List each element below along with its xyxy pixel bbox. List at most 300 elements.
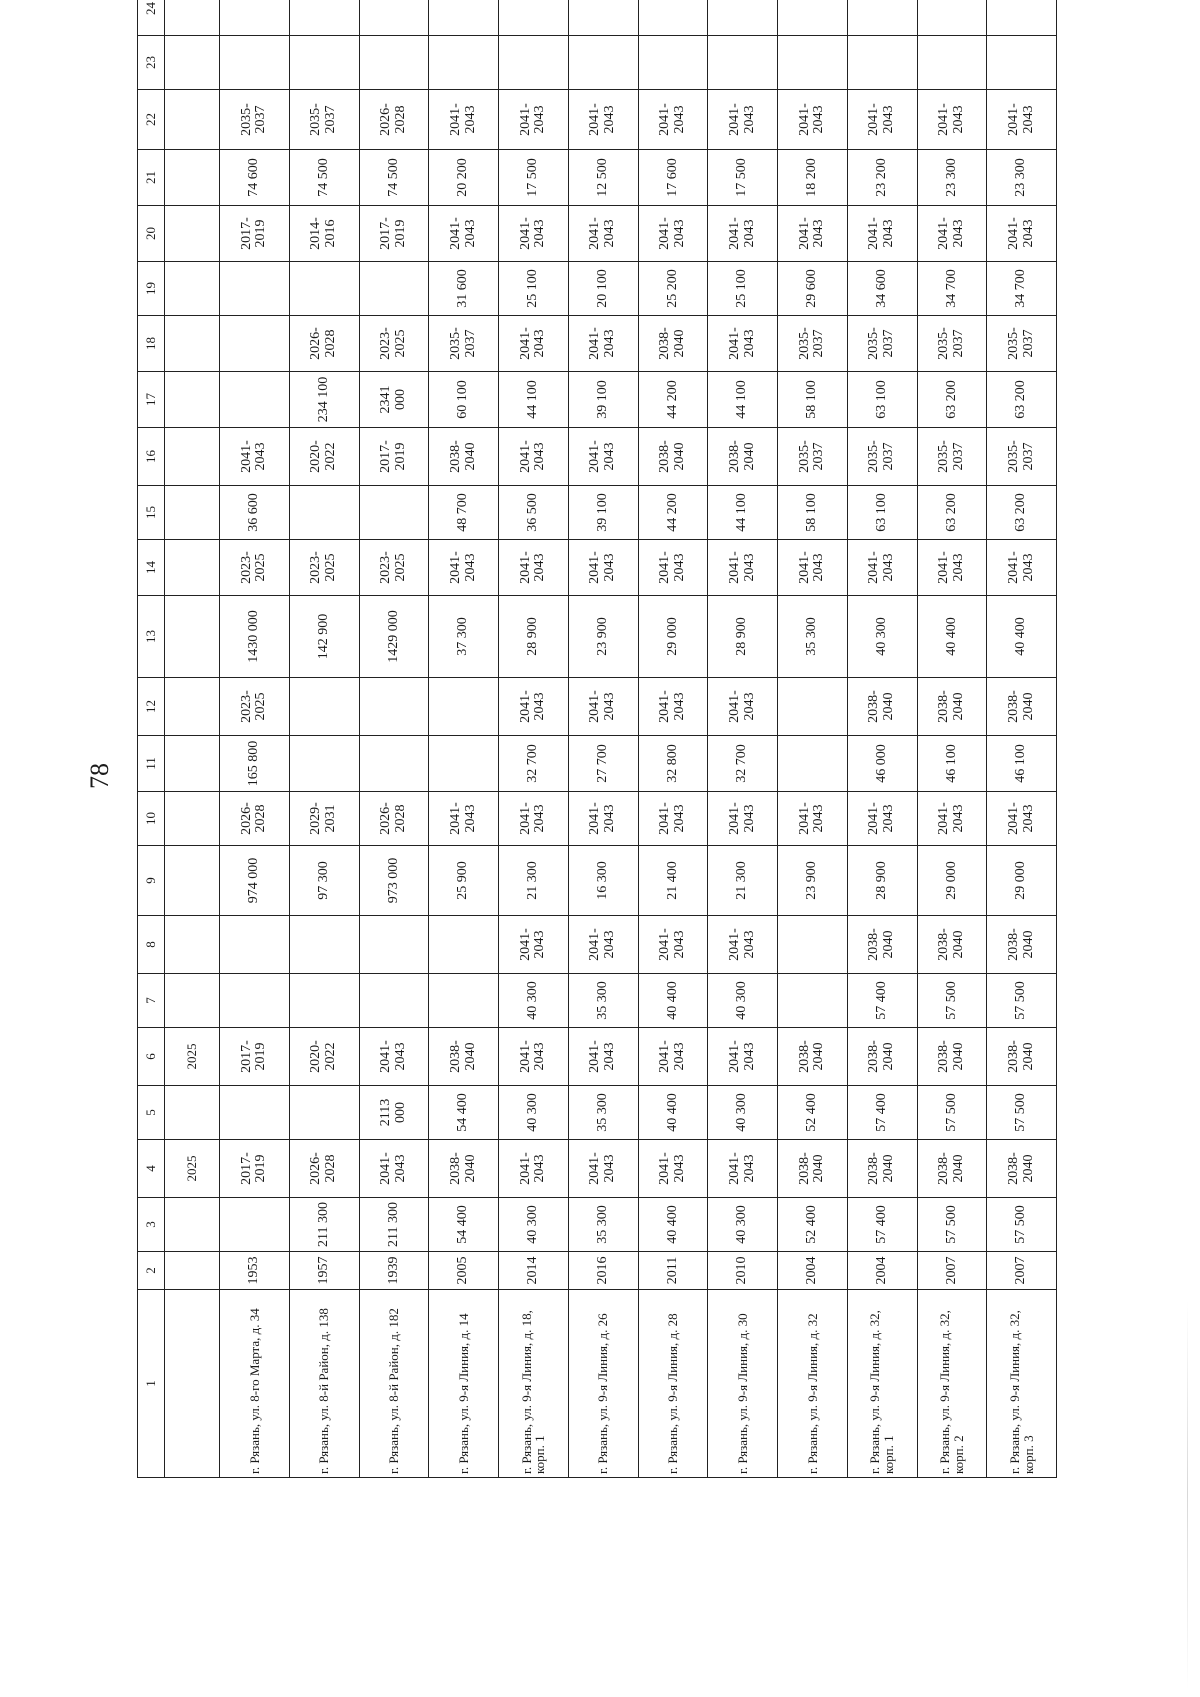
table-cell <box>289 1086 359 1140</box>
table-cell <box>359 916 429 974</box>
table-cell: 2038-2040 <box>429 1028 499 1086</box>
table-cell <box>289 486 359 540</box>
table-cell: 54 400 <box>429 1198 499 1252</box>
table-cell <box>987 0 1057 36</box>
table-cell <box>289 678 359 736</box>
repair-schedule-table <box>137 0 1057 1478</box>
address-cell: г. Рязань, ул. 9-я Линия, д. 30 <box>708 1290 778 1478</box>
table-cell: 2026-2028 <box>289 316 359 372</box>
column-number-cell: 12 <box>138 678 165 736</box>
subheader-cell <box>165 1252 220 1290</box>
table-cell: 2035-2037 <box>917 428 987 486</box>
table-cell: 23 900 <box>568 596 638 678</box>
column-number-cell: 13 <box>138 596 165 678</box>
table-cell <box>917 36 987 90</box>
table-cell <box>499 0 569 36</box>
table-cell: 40 400 <box>638 974 708 1028</box>
column-number-cell: 14 <box>138 540 165 596</box>
table-cell <box>708 0 778 36</box>
subheader-cell <box>165 90 220 150</box>
column-number-cell: 5 <box>138 1086 165 1140</box>
table-cell: 2038-2040 <box>987 678 1057 736</box>
subheader-cell <box>165 1086 220 1140</box>
table-cell <box>289 36 359 90</box>
table-cell: 63 100 <box>847 486 917 540</box>
table-cell: 34 700 <box>987 262 1057 316</box>
table-cell: 21 300 <box>499 846 569 916</box>
table-cell: 28 900 <box>499 596 569 678</box>
table-cell: 2035-2037 <box>778 428 848 486</box>
table-cell: 2038-2040 <box>917 1140 987 1198</box>
table-cell: 52 400 <box>778 1198 848 1252</box>
column-number-cell: 10 <box>138 792 165 846</box>
table-cell: 2038-2040 <box>429 428 499 486</box>
table-cell: 74 500 <box>289 150 359 206</box>
table-cell: 21 300 <box>708 846 778 916</box>
column-number-cell: 17 <box>138 372 165 428</box>
subheader-cell <box>165 0 220 36</box>
table-cell: 2020-2022 <box>289 428 359 486</box>
table-cell: 2017-2019 <box>359 206 429 262</box>
table-cell: 36 500 <box>499 486 569 540</box>
rotated-table-wrapper <box>137 2 1057 1478</box>
column-number-cell: 15 <box>138 486 165 540</box>
table-cell: 23 900 <box>778 846 848 916</box>
table-cell: 2038-2040 <box>778 1140 848 1198</box>
table-cell: 2026-2028 <box>359 90 429 150</box>
table-cell: 2010 <box>708 1252 778 1290</box>
table-cell: 2041-2043 <box>568 678 638 736</box>
subheader-row <box>165 0 220 1478</box>
table-cell: 40 300 <box>499 974 569 1028</box>
table-cell: 234 100 <box>289 372 359 428</box>
table-cell: 2017-2019 <box>220 1028 290 1086</box>
table-cell: 2041-2043 <box>568 428 638 486</box>
table-cell: 32 700 <box>499 736 569 792</box>
table-cell: 1957 <box>289 1252 359 1290</box>
table-cell: 2004 <box>778 1252 848 1290</box>
table-cell: 17 500 <box>499 150 569 206</box>
table-cell: 63 200 <box>917 372 987 428</box>
table-cell: 40 300 <box>708 1086 778 1140</box>
table-cell: 2041-2043 <box>638 90 708 150</box>
table-cell <box>359 486 429 540</box>
table-cell: 2041-2043 <box>220 428 290 486</box>
table-row <box>429 0 499 1478</box>
table-cell: 25 100 <box>708 262 778 316</box>
subheader-cell <box>165 150 220 206</box>
table-cell: 2038-2040 <box>708 428 778 486</box>
table-cell <box>289 262 359 316</box>
table-cell: 2035-2037 <box>987 316 1057 372</box>
table-cell: 2041-2043 <box>499 428 569 486</box>
table-cell: 2038-2040 <box>917 916 987 974</box>
table-cell: 2014 <box>499 1252 569 1290</box>
column-number-cell: 16 <box>138 428 165 486</box>
table-cell: 2041-2043 <box>638 206 708 262</box>
subheader-cell <box>165 792 220 846</box>
table-cell: 2041-2043 <box>429 540 499 596</box>
column-number-cell: 20 <box>138 206 165 262</box>
table-cell <box>568 0 638 36</box>
table-cell: 2041-2043 <box>917 792 987 846</box>
table-cell: 2041-2043 <box>638 916 708 974</box>
table-cell <box>289 736 359 792</box>
table-cell: 44 200 <box>638 486 708 540</box>
table-cell: 2038-2040 <box>778 1028 848 1086</box>
table-cell: 58 100 <box>778 372 848 428</box>
column-number-cell: 19 <box>138 262 165 316</box>
subheader-cell <box>165 916 220 974</box>
table-cell: 2041-2043 <box>847 540 917 596</box>
table-cell: 2007 <box>917 1252 987 1290</box>
table-cell: 2041-2043 <box>778 206 848 262</box>
column-number-cell: 24 <box>138 0 165 36</box>
table-cell: 17 500 <box>708 150 778 206</box>
table-cell: 74 600 <box>220 150 290 206</box>
table-cell: 2041-2043 <box>568 540 638 596</box>
table-cell: 63 100 <box>847 372 917 428</box>
table-cell: 2026-2028 <box>220 792 290 846</box>
table-cell: 2023-2025 <box>359 316 429 372</box>
address-cell: г. Рязань, ул. 9-я Линия, д. 32, корп. 3 <box>987 1290 1057 1478</box>
table-cell: 2038-2040 <box>987 1140 1057 1198</box>
table-cell: 46 100 <box>987 736 1057 792</box>
table-cell: 2038-2040 <box>847 678 917 736</box>
table-cell: 44 200 <box>638 372 708 428</box>
subheader-cell <box>165 540 220 596</box>
table-row <box>987 0 1057 1478</box>
column-number-cell: 8 <box>138 916 165 974</box>
table-cell: 37 300 <box>429 596 499 678</box>
table-cell: 20 100 <box>568 262 638 316</box>
table-cell: 32 700 <box>708 736 778 792</box>
table-cell: 1429 000 <box>359 596 429 678</box>
table-cell: 29 000 <box>638 596 708 678</box>
table-cell: 1953 <box>220 1252 290 1290</box>
table-cell <box>987 36 1057 90</box>
table-cell: 97 300 <box>289 846 359 916</box>
table-cell: 2038-2040 <box>987 916 1057 974</box>
table-cell: 2041-2043 <box>708 678 778 736</box>
table-cell: 57 400 <box>847 974 917 1028</box>
address-cell: г. Рязань, ул. 8-го Марта, д. 34 <box>220 1290 290 1478</box>
table-cell: 40 300 <box>708 974 778 1028</box>
table-cell: 63 200 <box>917 486 987 540</box>
table-cell: 142 900 <box>289 596 359 678</box>
table-cell <box>778 0 848 36</box>
table-cell: 2038-2040 <box>917 1028 987 1086</box>
table-cell: 2035-2037 <box>847 316 917 372</box>
column-number-cell: 3 <box>138 1198 165 1252</box>
table-cell: 40 400 <box>987 596 1057 678</box>
address-cell: г. Рязань, ул. 9-я Линия, д. 32, корп. 2 <box>917 1290 987 1478</box>
table-cell <box>289 916 359 974</box>
table-cell: 2041-2043 <box>708 540 778 596</box>
table-cell: 2041-2043 <box>778 540 848 596</box>
table-cell: 34 600 <box>847 262 917 316</box>
table-cell: 57 500 <box>917 974 987 1028</box>
table-cell: 211 300 <box>359 1198 429 1252</box>
table-cell: 2004 <box>847 1252 917 1290</box>
table-cell <box>359 678 429 736</box>
table-cell: 2041-2043 <box>708 316 778 372</box>
table-cell <box>917 0 987 36</box>
table-cell: 974 000 <box>220 846 290 916</box>
table-cell: 54 400 <box>429 1086 499 1140</box>
table-cell: 44 100 <box>708 372 778 428</box>
table-cell: 2041-2043 <box>568 90 638 150</box>
subheader-cell <box>165 736 220 792</box>
table-row <box>499 0 569 1478</box>
table-cell <box>778 916 848 974</box>
table-cell: 2041-2043 <box>917 540 987 596</box>
table-cell: 2041-2043 <box>499 792 569 846</box>
table-cell: 2017-2019 <box>359 428 429 486</box>
table-cell <box>708 36 778 90</box>
table-cell: 2041-2043 <box>847 206 917 262</box>
table-cell: 2038-2040 <box>847 1028 917 1086</box>
table-cell: 2035-2037 <box>429 316 499 372</box>
table-cell: 2041-2043 <box>708 792 778 846</box>
address-cell: г. Рязань, ул. 9-я Линия, д. 14 <box>429 1290 499 1478</box>
table-cell <box>638 0 708 36</box>
column-number-cell: 2 <box>138 1252 165 1290</box>
table-cell <box>359 0 429 36</box>
table-cell: 2005 <box>429 1252 499 1290</box>
address-cell: г. Рязань, ул. 8-й Район, д. 182 <box>359 1290 429 1478</box>
table-cell: 58 100 <box>778 486 848 540</box>
table-cell <box>289 974 359 1028</box>
table-cell: 2041-2043 <box>499 916 569 974</box>
column-number-cell: 18 <box>138 316 165 372</box>
table-cell <box>220 1198 290 1252</box>
table-cell <box>429 974 499 1028</box>
address-cell: г. Рязань, ул. 9-я Линия, д. 18, корп. 1 <box>499 1290 569 1478</box>
table-cell: 63 200 <box>987 372 1057 428</box>
table-cell: 2017-2019 <box>220 206 290 262</box>
subheader-cell <box>165 1290 220 1478</box>
table-cell: 2041-2043 <box>568 792 638 846</box>
table-cell <box>220 36 290 90</box>
table-cell: 2026-2028 <box>289 1140 359 1198</box>
table-cell: 2038-2040 <box>638 316 708 372</box>
table-cell: 52 400 <box>778 1086 848 1140</box>
table-cell: 2035-2037 <box>987 428 1057 486</box>
subheader-cell <box>165 36 220 90</box>
column-number-cell: 1 <box>138 1290 165 1478</box>
table-cell: 29 000 <box>987 846 1057 916</box>
table-cell: 2038-2040 <box>638 428 708 486</box>
table-cell <box>359 36 429 90</box>
table-cell: 74 500 <box>359 150 429 206</box>
table-cell: 2041-2043 <box>987 540 1057 596</box>
table-cell: 2041-2043 <box>987 90 1057 150</box>
table-cell <box>778 678 848 736</box>
table-cell: 28 900 <box>847 846 917 916</box>
subheader-cell <box>165 846 220 916</box>
table-cell: 2035-2037 <box>289 90 359 150</box>
table-cell: 2041-2043 <box>638 1140 708 1198</box>
table-cell: 2041-2043 <box>359 1028 429 1086</box>
subheader-cell <box>165 596 220 678</box>
subheader-cell <box>165 316 220 372</box>
table-cell <box>429 36 499 90</box>
table-cell: 23 300 <box>917 150 987 206</box>
subheader-cell <box>165 372 220 428</box>
table-cell: 2041-2043 <box>987 206 1057 262</box>
table-cell: 40 300 <box>847 596 917 678</box>
table-cell: 2041-2043 <box>568 316 638 372</box>
table-cell <box>359 974 429 1028</box>
table-row <box>289 0 359 1478</box>
table-cell <box>778 974 848 1028</box>
table-cell: 25 100 <box>499 262 569 316</box>
table-cell <box>429 916 499 974</box>
table-cell: 31 600 <box>429 262 499 316</box>
table-cell: 973 000 <box>359 846 429 916</box>
table-cell: 2023-2025 <box>220 678 290 736</box>
subheader-cell <box>165 486 220 540</box>
table-cell: 2041-2043 <box>847 792 917 846</box>
table-cell: 35 300 <box>568 974 638 1028</box>
table-cell: 2041-2043 <box>568 206 638 262</box>
table-cell: 2035-2037 <box>847 428 917 486</box>
column-number-cell: 6 <box>138 1028 165 1086</box>
table-cell: 2038-2040 <box>987 1028 1057 1086</box>
table-cell: 57 500 <box>917 1198 987 1252</box>
column-number-cell: 4 <box>138 1140 165 1198</box>
table-cell: 2041-2043 <box>499 90 569 150</box>
table-cell: 2041-2043 <box>917 206 987 262</box>
table-cell: 2041-2043 <box>359 1140 429 1198</box>
rotated-table-content <box>137 2 1057 1478</box>
table-cell <box>220 974 290 1028</box>
table-cell: 2041-2043 <box>708 90 778 150</box>
column-number-cell: 21 <box>138 150 165 206</box>
table-cell: 57 400 <box>847 1086 917 1140</box>
column-number-row <box>138 0 165 1478</box>
table-cell <box>359 736 429 792</box>
table-cell: 1430 000 <box>220 596 290 678</box>
table-cell: 2023-2025 <box>289 540 359 596</box>
table-cell: 2017-2019 <box>220 1140 290 1198</box>
table-cell: 2035-2037 <box>778 316 848 372</box>
page-number: 78 <box>85 763 114 789</box>
table-cell: 17 600 <box>638 150 708 206</box>
table-cell: 2038-2040 <box>847 916 917 974</box>
subheader-cell <box>165 974 220 1028</box>
table-cell: 2041-2043 <box>429 90 499 150</box>
table-cell: 2041-2043 <box>708 206 778 262</box>
table-cell: 2041-2043 <box>778 792 848 846</box>
table-cell: 2023-2025 <box>359 540 429 596</box>
table-cell: 2041-2043 <box>638 1028 708 1086</box>
table-cell: 25 900 <box>429 846 499 916</box>
table-cell <box>220 0 290 36</box>
table-cell: 2041-2043 <box>568 1028 638 1086</box>
table-cell: 34 700 <box>917 262 987 316</box>
table-cell: 35 300 <box>568 1198 638 1252</box>
table-cell <box>220 262 290 316</box>
address-cell: г. Рязань, ул. 9-я Линия, д. 28 <box>638 1290 708 1478</box>
table-cell: 2026-2028 <box>359 792 429 846</box>
table-cell <box>220 372 290 428</box>
table-cell: 29 000 <box>917 846 987 916</box>
table-row <box>568 0 638 1478</box>
table-cell: 2041-2043 <box>708 1140 778 1198</box>
address-cell: г. Рязань, ул. 9-я Линия, д. 26 <box>568 1290 638 1478</box>
table-cell: 2041-2043 <box>429 792 499 846</box>
subheader-cell <box>165 206 220 262</box>
address-cell: г. Рязань, ул. 9-я Линия, д. 32 <box>778 1290 848 1478</box>
table-cell: 40 400 <box>917 596 987 678</box>
table-cell: 40 300 <box>499 1198 569 1252</box>
table-cell: 35 300 <box>778 596 848 678</box>
table-cell: 2038-2040 <box>917 678 987 736</box>
subheader-cell <box>165 678 220 736</box>
table-cell: 2029-2031 <box>289 792 359 846</box>
table-cell: 2041-2043 <box>568 916 638 974</box>
table-cell: 25 200 <box>638 262 708 316</box>
table-row <box>708 0 778 1478</box>
table-cell: 40 300 <box>499 1086 569 1140</box>
table-cell: 2020-2022 <box>289 1028 359 1086</box>
table-cell: 57 500 <box>917 1086 987 1140</box>
table-cell: 40 300 <box>708 1198 778 1252</box>
table-row <box>847 0 917 1478</box>
table-cell: 211 300 <box>289 1198 359 1252</box>
table-cell: 57 500 <box>987 1086 1057 1140</box>
table-cell: 2041-2043 <box>499 540 569 596</box>
table-cell: 35 300 <box>568 1086 638 1140</box>
table-cell: 57 500 <box>987 974 1057 1028</box>
table-cell: 2041-2043 <box>499 1140 569 1198</box>
table-cell: 28 900 <box>708 596 778 678</box>
table-row <box>359 0 429 1478</box>
table-cell: 27 700 <box>568 736 638 792</box>
table-cell: 2041-2043 <box>499 1028 569 1086</box>
subheader-cell <box>165 262 220 316</box>
table-cell: 2041-2043 <box>708 916 778 974</box>
subheader-cell <box>165 428 220 486</box>
table-cell: 2041-2043 <box>499 206 569 262</box>
table-cell: 57 500 <box>987 1198 1057 1252</box>
table-cell: 21 400 <box>638 846 708 916</box>
table-cell: 2038-2040 <box>429 1140 499 1198</box>
table-cell: 2041-2043 <box>638 540 708 596</box>
column-number-cell: 11 <box>138 736 165 792</box>
table-cell: 2023-2025 <box>220 540 290 596</box>
table-cell <box>847 36 917 90</box>
table-row <box>638 0 708 1478</box>
subheader-cell: 2025 <box>165 1028 220 1086</box>
table-cell <box>778 36 848 90</box>
table-cell: 63 200 <box>987 486 1057 540</box>
table-cell <box>359 262 429 316</box>
table-cell: 12 500 <box>568 150 638 206</box>
table-cell: 2014-2016 <box>289 206 359 262</box>
address-cell: г. Рязань, ул. 8-й Район, д. 138 <box>289 1290 359 1478</box>
subheader-cell <box>165 1198 220 1252</box>
table-cell: 2041-2043 <box>917 90 987 150</box>
table-cell: 2113 000 <box>359 1086 429 1140</box>
table-cell: 2041-2043 <box>499 316 569 372</box>
table-cell: 2011 <box>638 1252 708 1290</box>
address-cell: г. Рязань, ул. 9-я Линия, д. 32, корп. 1 <box>847 1290 917 1478</box>
table-cell: 57 400 <box>847 1198 917 1252</box>
table-cell: 44 100 <box>499 372 569 428</box>
